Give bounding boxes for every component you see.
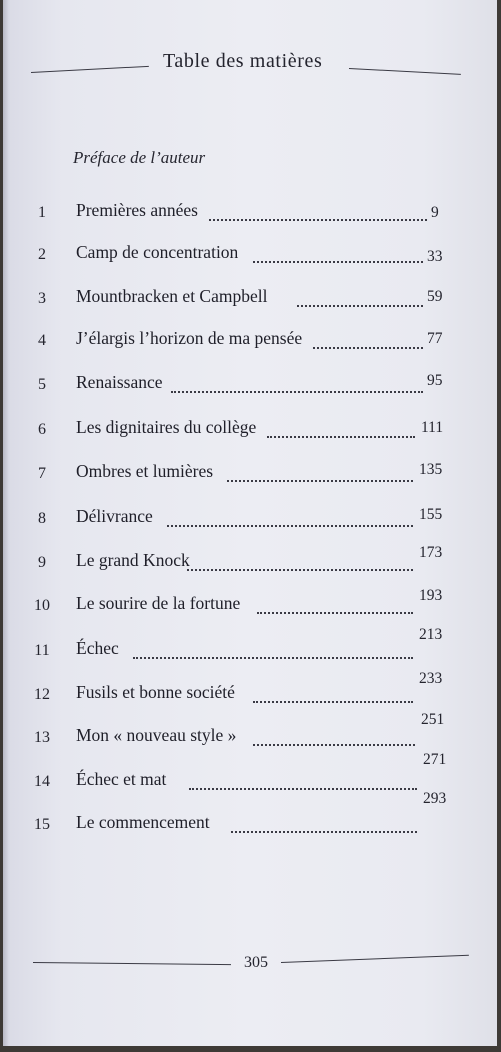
- chapter-number: 10: [34, 597, 50, 614]
- chapter-page: 213: [419, 626, 443, 643]
- chapter-title: J’élargis l’horizon de ma pensée: [76, 328, 303, 348]
- dot-leader: [167, 522, 413, 527]
- toc-entry: [3, 711, 497, 749]
- chapter-page: 173: [419, 544, 443, 561]
- chapter-page: 251: [421, 711, 445, 728]
- toc-entry: [3, 626, 497, 662]
- dot-leader: [189, 785, 417, 790]
- chapter-page: 155: [419, 506, 443, 523]
- dot-leader: [253, 698, 413, 703]
- chapter-title: Ombres et lumières: [76, 461, 214, 481]
- dot-leader: [209, 216, 427, 221]
- footer-rule-right: [281, 955, 469, 963]
- chapter-number: 6: [38, 421, 46, 438]
- chapter-page: 193: [419, 587, 443, 604]
- dot-leader: [297, 302, 423, 307]
- chapter-number: 13: [34, 729, 50, 746]
- dot-leader: [227, 477, 413, 482]
- preface-entry: Préface de l’auteur: [73, 148, 206, 167]
- chapter-page: 59: [427, 288, 443, 305]
- chapter-title: Le commencement: [76, 812, 210, 832]
- page-number: 305: [244, 954, 268, 971]
- chapter-title: Camp de concentration: [76, 242, 239, 262]
- dot-leader: [253, 258, 423, 263]
- footer-rule-left: [33, 962, 231, 965]
- chapter-page: 9: [431, 204, 439, 221]
- chapter-number: 2: [38, 246, 46, 263]
- chapter-page: 135: [419, 461, 443, 478]
- dot-leader: [267, 433, 415, 438]
- chapter-number: 11: [34, 642, 50, 659]
- dot-leader: [253, 741, 415, 746]
- page-header: [3, 44, 497, 84]
- chapter-number: 12: [34, 686, 50, 703]
- dot-leader: [133, 654, 413, 659]
- chapter-page: 77: [427, 330, 443, 347]
- chapter-page: 271: [423, 751, 447, 768]
- header-rule-right: [349, 68, 461, 75]
- chapter-title: Fusils et bonne société: [76, 682, 235, 702]
- chapter-title: Échec et mat: [76, 769, 167, 789]
- dot-leader: [313, 344, 423, 349]
- toc-entry: [3, 368, 497, 396]
- chapter-page: 111: [421, 419, 444, 436]
- toc-entry: [3, 196, 497, 224]
- chapter-number: 9: [38, 554, 46, 571]
- page-footer: [3, 948, 497, 988]
- chapter-number: 8: [38, 510, 46, 527]
- toc-entry: [3, 282, 497, 310]
- chapter-title: Le sourire de la fortune: [76, 593, 241, 613]
- toc-entry: [3, 238, 497, 266]
- chapter-number: 7: [38, 465, 46, 482]
- chapter-title: Délivrance: [76, 506, 153, 526]
- chapter-page: 293: [423, 790, 447, 807]
- chapter-number: 1: [38, 204, 46, 221]
- toc-entry: [3, 324, 497, 352]
- chapter-title: Les dignitaires du collège: [76, 417, 257, 437]
- dot-leader: [231, 828, 417, 833]
- page-title: Table des matières: [163, 50, 323, 72]
- dot-leader: [171, 388, 423, 393]
- chapter-title: Mon « nouveau style »: [76, 725, 237, 745]
- dot-leader: [257, 609, 413, 614]
- chapter-number: 5: [38, 376, 46, 393]
- dot-leader: [187, 566, 413, 571]
- chapter-number: 4: [38, 332, 46, 349]
- toc-entry: [3, 589, 497, 617]
- toc-entry: [3, 670, 497, 706]
- chapter-title: Échec: [76, 638, 119, 658]
- toc-entry: [3, 790, 497, 836]
- chapter-title: Premières années: [76, 200, 198, 220]
- chapter-number: 15: [34, 816, 50, 833]
- toc-entry: [3, 457, 497, 485]
- chapter-number: 14: [34, 773, 50, 790]
- chapter-page: 233: [419, 670, 443, 687]
- toc-entry: [3, 751, 497, 793]
- chapter-page: 33: [427, 248, 443, 265]
- toc-entry: [3, 546, 497, 574]
- toc-entry: [3, 413, 497, 441]
- chapter-title: Mountbracken et Campbell: [76, 286, 268, 306]
- chapter-title: Renaissance: [76, 372, 163, 392]
- chapter-number: 3: [38, 290, 46, 307]
- header-rule-left: [31, 66, 149, 73]
- toc-entry: [3, 502, 497, 530]
- chapter-page: 95: [427, 372, 443, 389]
- book-page: [3, 0, 497, 1046]
- chapter-title: Le grand Knock: [76, 550, 190, 570]
